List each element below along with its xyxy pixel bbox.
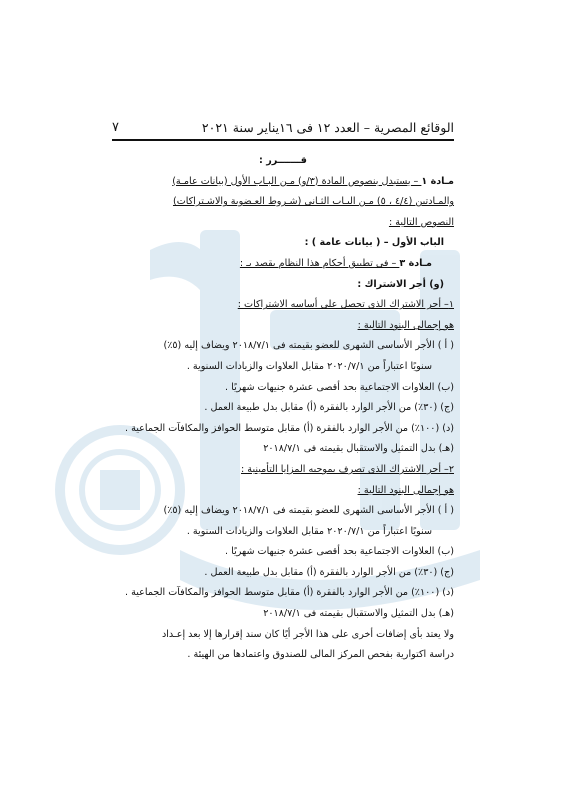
list-item: (هـ) بدل التمثيل والاستقبال بقيمته فى ٢٠١٨/٧/١ (263, 443, 454, 455)
list-item: (ب) العلاوات الاجتماعية بحد أقصى عشرة جنيهات شهريًا . (225, 381, 454, 393)
page-title: الوقائع المصرية – العدد ١٢ فى ١٦يناير سنة ٢٠٢١ (201, 120, 454, 135)
article-1-text: – يستبدل بنصوص المادة (٣/و) مـن البـاب الأول (بيانات عامـة) (172, 175, 422, 187)
list-item: سنويًا اعتباراً من ٢٠٢٠/٧/١ مقابل العلاوات والزيادات السنوية . (186, 360, 432, 372)
sub-2-title: ٢– أجر الاشتراك الذى تصرف بموجبه المزايا التأمينية : (241, 463, 454, 475)
list-item: (د) (١٠٠٪) من الأجر الوارد بالفقرة (أ) مقابل متوسط الحوافز والمكافآت الجماعية . (125, 587, 454, 599)
list-item: سنويًا اعتباراً من ٢٠٢٠/٧/١ مقابل العلاوات والزيادات السنوية . (186, 525, 432, 537)
list-item: (ج) (٣٠٪) من الأجر الوارد بالفقرة (أ) مقابل بدل طبيعة العمل . (204, 402, 454, 414)
item-w-title: (و) أجر الاشتراك : (357, 278, 444, 290)
sub-1-intro: هو إجمالى البنود التالية : (357, 319, 454, 331)
list-item: (ب) العلاوات الاجتماعية بحد أقصى عشرة جنيهات شهريًا . (225, 546, 454, 558)
article-3-text: – فى تطبيق أحكام هذا النظام يقصد بـ : (239, 257, 400, 269)
closing-paragraph-line-1: ولا يعتد بأى إضافات أخرى على هذا الأجر أيًا كان سند إقرارها إلا بعد إعـداد (161, 628, 454, 640)
article-1-line-2: والمـادتين (٤/٤ ، ٥) مـن البـاب الثـانى (شـروط العـضوية والاشـتراكات) (172, 196, 454, 208)
article-3-label: مـادة ٣ (399, 257, 432, 269)
part-1-title: الباب الأول – ( بيانات عامة ) : (304, 237, 444, 249)
list-item: ( أ ) الأجر الأساسى الشهرى للعضو بقيمته فى ٢٠١٨/٧/١ ويضاف إليه (٥٪) (163, 340, 454, 352)
list-item: (ج) (٣٠٪) من الأجر الوارد بالفقرة (أ) مقابل بدل طبيعة العمل . (204, 566, 454, 578)
article-1 (112, 172, 454, 193)
article-1-label: مـادة ١ (421, 175, 454, 187)
closing-paragraph-line-2: دراسة اكتوارية بفحص المركز المالى للصندوق واعتمادها من الهيئة . (187, 649, 454, 661)
decree-heading: قـــــــرر : (259, 155, 307, 166)
sub-2-intro: هو إجمالى البنود التالية : (357, 484, 454, 496)
list-item: (هـ) بدل التمثيل والاستقبال بقيمته فى ٢٠١٨/٧/١ (263, 608, 454, 620)
gazette-page (112, 120, 454, 666)
sub-1-title: ١– أجر الاشتراك الذى تحصل على أساسه الاشتراكات : (237, 299, 454, 311)
list-item: ( أ ) الأجر الأساسى الشهرى للعضو بقيمته فى ٢٠١٨/٧/١ ويضاف إليه (٥٪) (163, 505, 454, 517)
list-item: (د) (١٠٠٪) من الأجر الوارد بالفقرة (أ) مقابل متوسط الحوافز والمكافآت الجماعية . (125, 422, 454, 434)
article-1-line-3: النصوص التالية : (388, 216, 454, 228)
article-3 (112, 254, 454, 275)
page-header (112, 120, 454, 141)
page-number: ٧ (112, 120, 119, 135)
